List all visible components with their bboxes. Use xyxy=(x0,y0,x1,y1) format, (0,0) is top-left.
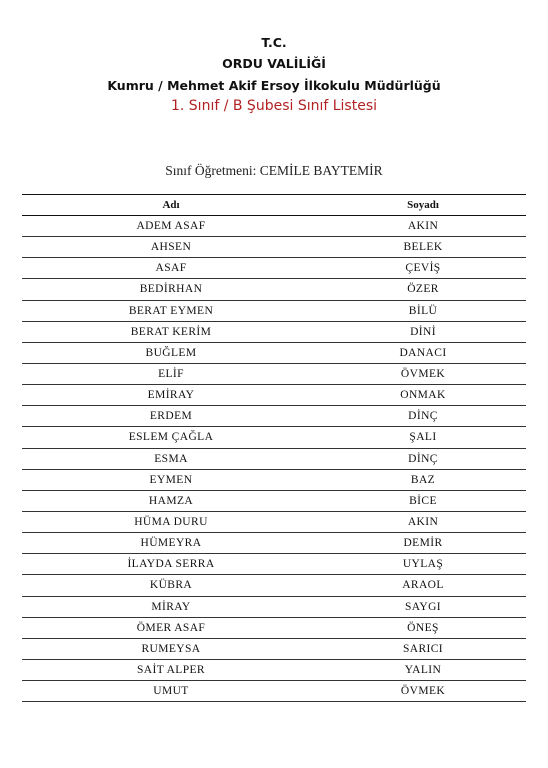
table-row xyxy=(22,279,526,300)
student-first-name: RUMEYSA xyxy=(141,642,201,655)
student-surname: ÖNEŞ xyxy=(407,621,439,634)
student-surname: BİCE xyxy=(409,494,437,507)
table-row xyxy=(22,343,526,364)
student-surname: AKIN xyxy=(407,516,439,529)
table-row xyxy=(22,639,526,660)
student-first-name: ASAF xyxy=(155,262,187,275)
governorship-heading: ORDU VALİLİĞİ xyxy=(222,56,326,71)
student-surname: ÖVMEK xyxy=(400,685,446,698)
student-first-name: HÜMEYRA xyxy=(140,537,202,550)
student-surname: ÖVMEK xyxy=(400,368,446,381)
student-surname: ÇEVİŞ xyxy=(405,262,441,275)
student-surname: AKIN xyxy=(407,220,439,233)
student-surname: BİLÜ xyxy=(408,304,438,317)
table-row xyxy=(22,618,526,639)
student-first-name: EYMEN xyxy=(149,473,193,486)
country-heading: T.C. xyxy=(261,35,287,50)
student-first-name: BERAT KERİM xyxy=(130,325,212,338)
student-first-name: ESMA xyxy=(154,452,188,465)
table-row xyxy=(22,575,526,596)
table-row xyxy=(22,554,526,575)
student-surname: DİNÇ xyxy=(408,410,438,423)
student-first-name: MİRAY xyxy=(151,600,191,613)
column-header-name: Adı xyxy=(162,199,180,211)
student-first-name: BERAT EYMEN xyxy=(128,304,214,317)
column-header-surname: Soyadı xyxy=(407,199,439,211)
student-first-name: AHSEN xyxy=(150,241,192,254)
student-first-name: HAMZA xyxy=(148,494,194,507)
table-row xyxy=(22,216,526,237)
school-heading: Kumru / Mehmet Akif Ersoy İlkokulu Müdürlüğü xyxy=(107,78,441,93)
student-first-name: KÜBRA xyxy=(149,579,193,592)
student-first-name: İLAYDA SERRA xyxy=(127,558,215,571)
teacher-line xyxy=(0,163,548,179)
table-row xyxy=(22,597,526,618)
student-surname: DEMİR xyxy=(403,537,443,550)
table-row xyxy=(22,385,526,406)
student-surname: DİNÇ xyxy=(408,452,438,465)
table-row xyxy=(22,237,526,258)
student-surname: ÖZER xyxy=(407,283,439,296)
student-surname: ŞALI xyxy=(409,431,437,444)
student-first-name: BEDİRHAN xyxy=(139,283,203,296)
table-row xyxy=(22,406,526,427)
student-surname: YALIN xyxy=(404,664,442,677)
table-row xyxy=(22,491,526,512)
table-row xyxy=(22,301,526,322)
class-list-title: 1. Sınıf / B Şubesi Sınıf Listesi xyxy=(170,98,378,114)
student-first-name: ADEM ASAF xyxy=(136,220,206,233)
table-row xyxy=(22,681,526,702)
student-first-name: ÖMER ASAF xyxy=(136,621,206,634)
student-surname: BAZ xyxy=(410,473,436,486)
table-header-row xyxy=(22,195,526,216)
student-surname: BELEK xyxy=(403,241,443,254)
student-surname: SAYGI xyxy=(404,600,442,613)
table-row xyxy=(22,364,526,385)
student-first-name: BUĞLEM xyxy=(145,346,197,359)
student-first-name: UMUT xyxy=(153,685,189,698)
student-surname: ONMAK xyxy=(400,389,446,402)
student-first-name: EMİRAY xyxy=(147,389,195,402)
student-first-name: ELİF xyxy=(158,368,184,381)
table-row xyxy=(22,533,526,554)
table-row xyxy=(22,258,526,279)
table-row xyxy=(22,512,526,533)
teacher-label: Sınıf Öğretmeni: xyxy=(165,163,257,178)
table-row xyxy=(22,470,526,491)
table-row xyxy=(22,427,526,448)
student-surname: UYLAŞ xyxy=(402,558,444,571)
table-row xyxy=(22,449,526,470)
table-row xyxy=(22,660,526,681)
student-first-name: ESLEM ÇAĞLA xyxy=(128,431,214,444)
student-first-name: ERDEM xyxy=(149,410,193,423)
teacher-name: CEMİLE BAYTEMİR xyxy=(259,163,383,178)
student-surname: SARICI xyxy=(402,642,444,655)
student-roster-table xyxy=(22,194,526,702)
student-first-name: HÜMA DURU xyxy=(134,516,208,529)
student-surname: DİNİ xyxy=(410,325,436,338)
student-surname: ARAOL xyxy=(402,579,444,592)
student-surname: DANACI xyxy=(399,346,447,359)
student-first-name: SAİT ALPER xyxy=(136,664,205,677)
table-row xyxy=(22,322,526,343)
table-body xyxy=(22,216,526,702)
